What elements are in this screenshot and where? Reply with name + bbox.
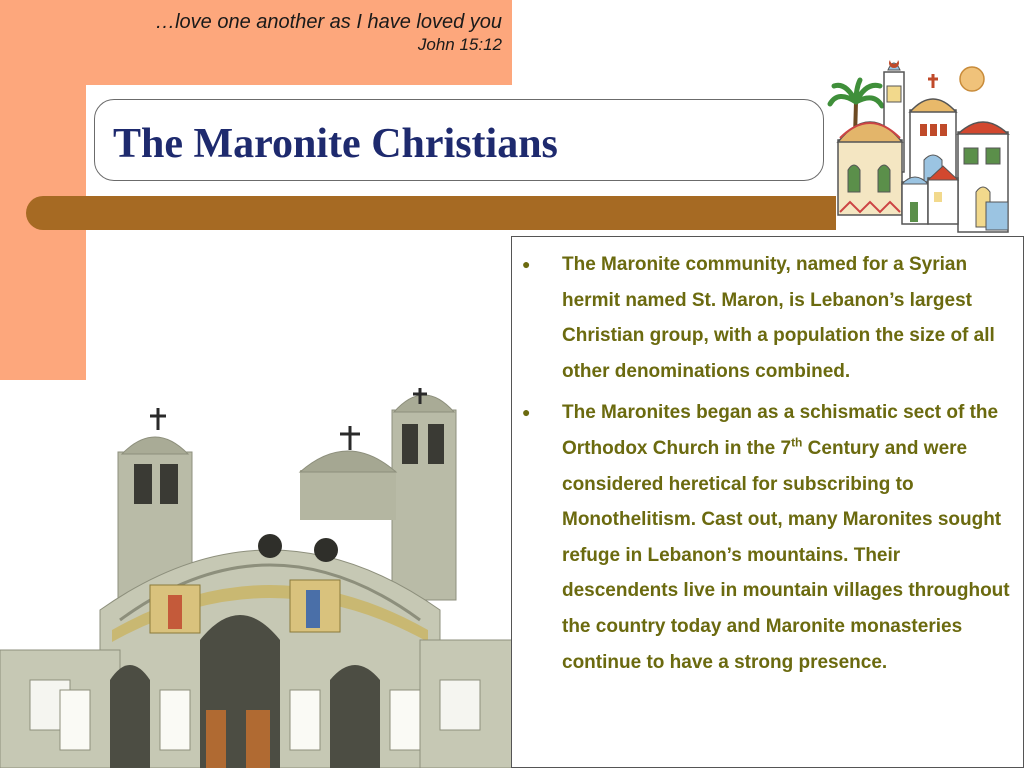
bullet-superscript: th [791, 435, 803, 450]
side-orange-bar [0, 85, 86, 382]
quote-citation: John 15:12 [417, 35, 502, 54]
bullet-list [522, 247, 1012, 686]
title-box [94, 99, 824, 181]
bullet-item [522, 395, 1012, 680]
bullet-text-before: The Maronites began as a schismatic sect of the Orthodox Church in the 7 [562, 402, 999, 459]
brown-divider-bar [26, 196, 836, 230]
domed-building-shape [838, 122, 902, 215]
bullet-text-after: Century and were considered heretical for subscribing to Monothelitism. Cast out, many Maronites sought refuge in Lebanon’s mountains. Their descendents live in mountain villages throughout the country today and Maronite monasteries continue to have a strong presence. [562, 437, 1010, 673]
red-dome-building-shape [958, 122, 1008, 232]
village-illustration [826, 52, 1016, 237]
right-bell-tower-shape [392, 388, 456, 600]
bullet-text: The Maronite community, named for a Syrian hermit named St. Maron, is Lebanon’s largest Christian group, with a population the size of all other denominations combined. [562, 254, 995, 382]
bullet-icon: ● [522, 256, 531, 272]
slide-title: The Maronite Christians [113, 121, 558, 167]
scripture-quote [155, 10, 502, 56]
content-box [511, 236, 1024, 768]
quote-text: …love one another as I have loved you [155, 11, 502, 33]
sun-shape [960, 67, 984, 91]
church-photo [0, 380, 512, 768]
bullet-icon: ● [522, 404, 531, 421]
bullet-item [522, 247, 1012, 389]
